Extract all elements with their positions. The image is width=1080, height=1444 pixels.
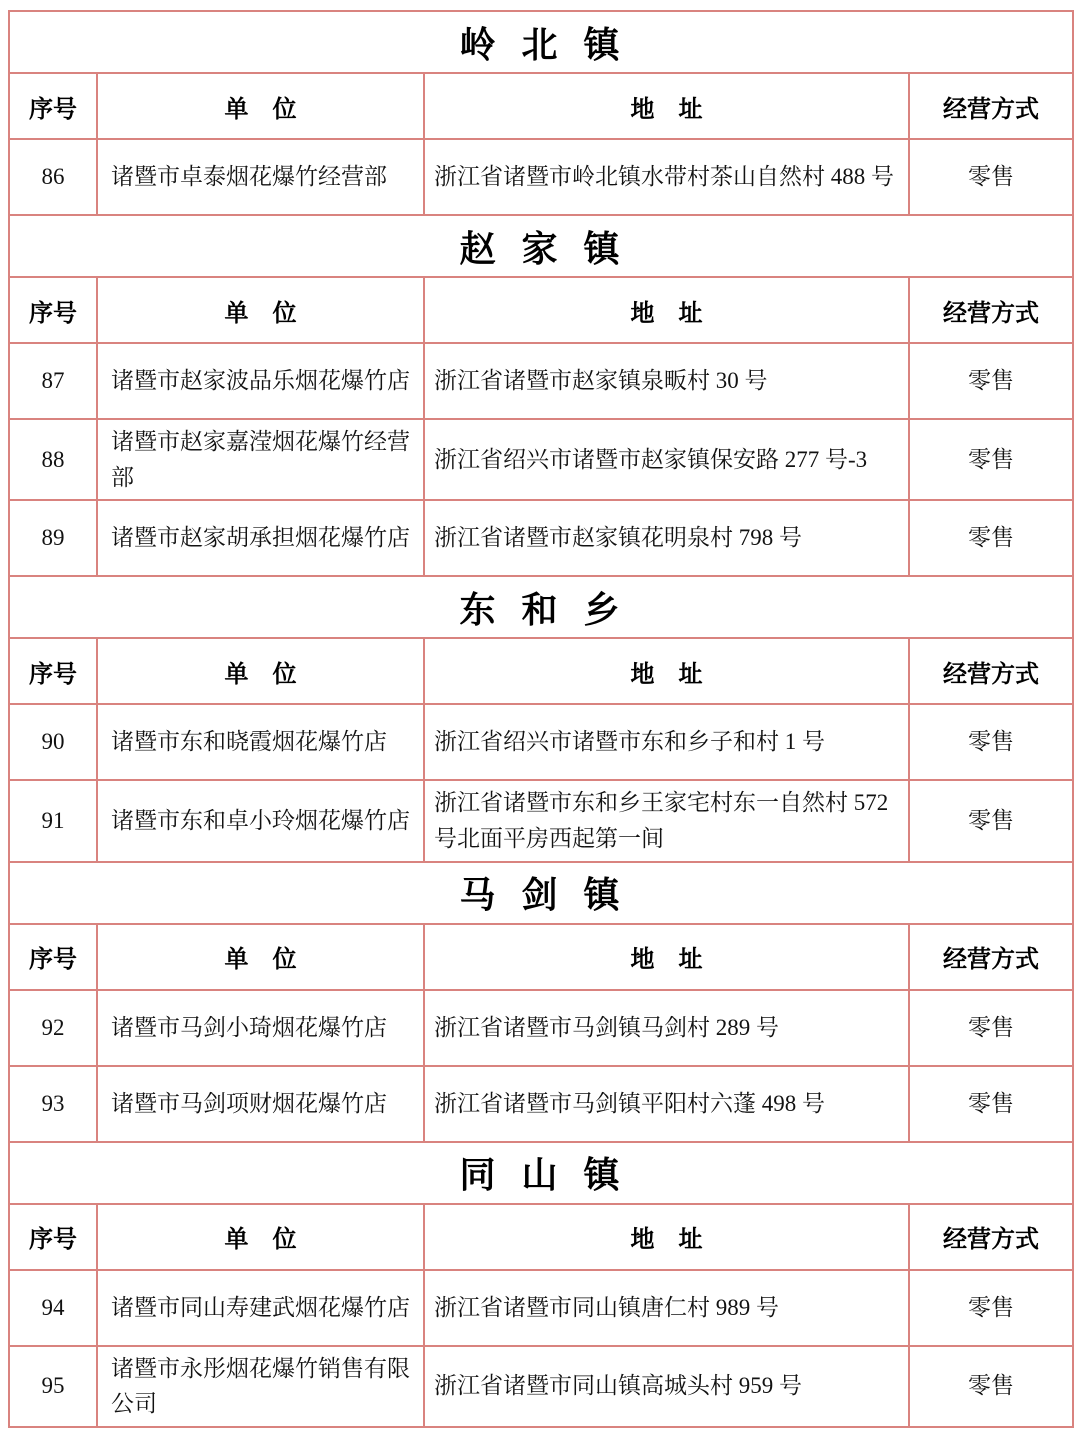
- col-header-address: 地 址: [424, 924, 909, 990]
- section-title: 马 剑 镇: [9, 862, 1073, 924]
- col-header-index: 序号: [9, 1204, 97, 1270]
- row-address-cell: 浙江省诸暨市赵家镇花明泉村 798 号: [424, 500, 909, 576]
- col-header-index: 序号: [9, 638, 97, 704]
- table-header-row: [9, 1204, 1073, 1270]
- row-index-cell: 94: [9, 1270, 97, 1346]
- col-header-unit: 单 位: [97, 638, 424, 704]
- row-index-cell: 87: [9, 343, 97, 419]
- row-unit-cell: 诸暨市卓泰烟花爆竹经营部: [97, 139, 424, 215]
- row-index-cell: 86: [9, 139, 97, 215]
- col-header-index: 序号: [9, 73, 97, 139]
- table-row: [9, 1066, 1073, 1142]
- col-header-mode: 经营方式: [909, 924, 1073, 990]
- row-unit-cell: 诸暨市东和卓小玲烟花爆竹店: [97, 780, 424, 861]
- table-row: [9, 139, 1073, 215]
- row-unit-cell: 诸暨市永彤烟花爆竹销售有限公司: [97, 1346, 424, 1427]
- table-header-row: [9, 73, 1073, 139]
- table-row: [9, 990, 1073, 1066]
- row-address-cell: 浙江省诸暨市赵家镇泉畈村 30 号: [424, 343, 909, 419]
- section-title: 同 山 镇: [9, 1142, 1073, 1204]
- col-header-unit: 单 位: [97, 277, 424, 343]
- section-title: 东 和 乡: [9, 576, 1073, 638]
- row-unit-cell: 诸暨市赵家波品乐烟花爆竹店: [97, 343, 424, 419]
- row-index-cell: 90: [9, 704, 97, 780]
- row-index-cell: 95: [9, 1346, 97, 1427]
- row-index-cell: 92: [9, 990, 97, 1066]
- col-header-address: 地 址: [424, 277, 909, 343]
- row-mode-cell: 零售: [909, 500, 1073, 576]
- row-mode-cell: 零售: [909, 343, 1073, 419]
- col-header-unit: 单 位: [97, 73, 424, 139]
- section-title-row: [9, 1142, 1073, 1204]
- table-row: [9, 419, 1073, 500]
- row-mode-cell: 零售: [909, 780, 1073, 861]
- col-header-mode: 经营方式: [909, 1204, 1073, 1270]
- table-header-row: [9, 277, 1073, 343]
- col-header-index: 序号: [9, 924, 97, 990]
- row-unit-cell: 诸暨市东和晓霞烟花爆竹店: [97, 704, 424, 780]
- row-unit-cell: 诸暨市马剑小琦烟花爆竹店: [97, 990, 424, 1066]
- col-header-mode: 经营方式: [909, 277, 1073, 343]
- row-mode-cell: 零售: [909, 419, 1073, 500]
- col-header-address: 地 址: [424, 638, 909, 704]
- row-address-cell: 浙江省诸暨市马剑镇马剑村 289 号: [424, 990, 909, 1066]
- row-index-cell: 89: [9, 500, 97, 576]
- row-index-cell: 91: [9, 780, 97, 861]
- row-address-cell: 浙江省诸暨市同山镇高城头村 959 号: [424, 1346, 909, 1427]
- table-header-row: [9, 638, 1073, 704]
- col-header-mode: 经营方式: [909, 638, 1073, 704]
- table-row: [9, 1270, 1073, 1346]
- row-mode-cell: 零售: [909, 1346, 1073, 1427]
- col-header-unit: 单 位: [97, 1204, 424, 1270]
- row-unit-cell: 诸暨市同山寿建武烟花爆竹店: [97, 1270, 424, 1346]
- table-header-row: [9, 924, 1073, 990]
- section-title: 岭 北 镇: [9, 11, 1073, 73]
- section-title-row: [9, 862, 1073, 924]
- col-header-address: 地 址: [424, 1204, 909, 1270]
- row-mode-cell: 零售: [909, 990, 1073, 1066]
- row-mode-cell: 零售: [909, 1066, 1073, 1142]
- row-mode-cell: 零售: [909, 704, 1073, 780]
- section-title-row: [9, 576, 1073, 638]
- row-mode-cell: 零售: [909, 1270, 1073, 1346]
- row-unit-cell: 诸暨市赵家嘉滢烟花爆竹经营部: [97, 419, 424, 500]
- row-address-cell: 浙江省诸暨市马剑镇平阳村六蓬 498 号: [424, 1066, 909, 1142]
- table-row: [9, 704, 1073, 780]
- row-address-cell: 浙江省诸暨市同山镇唐仁村 989 号: [424, 1270, 909, 1346]
- row-mode-cell: 零售: [909, 139, 1073, 215]
- section-title: 赵 家 镇: [9, 215, 1073, 277]
- table-row: [9, 500, 1073, 576]
- col-header-index: 序号: [9, 277, 97, 343]
- row-unit-cell: 诸暨市赵家胡承担烟花爆竹店: [97, 500, 424, 576]
- table-row: [9, 1346, 1073, 1427]
- row-index-cell: 93: [9, 1066, 97, 1142]
- license-table: [8, 10, 1074, 1428]
- row-address-cell: 浙江省诸暨市岭北镇水带村茶山自然村 488 号: [424, 139, 909, 215]
- row-address-cell: 浙江省绍兴市诸暨市赵家镇保安路 277 号-3: [424, 419, 909, 500]
- table-row: [9, 343, 1073, 419]
- col-header-unit: 单 位: [97, 924, 424, 990]
- col-header-mode: 经营方式: [909, 73, 1073, 139]
- row-address-cell: 浙江省绍兴市诸暨市东和乡子和村 1 号: [424, 704, 909, 780]
- row-unit-cell: 诸暨市马剑项财烟花爆竹店: [97, 1066, 424, 1142]
- section-title-row: [9, 215, 1073, 277]
- col-header-address: 地 址: [424, 73, 909, 139]
- row-index-cell: 88: [9, 419, 97, 500]
- table-row: [9, 780, 1073, 861]
- section-title-row: [9, 11, 1073, 73]
- row-address-cell: 浙江省诸暨市东和乡王家宅村东一自然村 572 号北面平房西起第一间: [424, 780, 909, 861]
